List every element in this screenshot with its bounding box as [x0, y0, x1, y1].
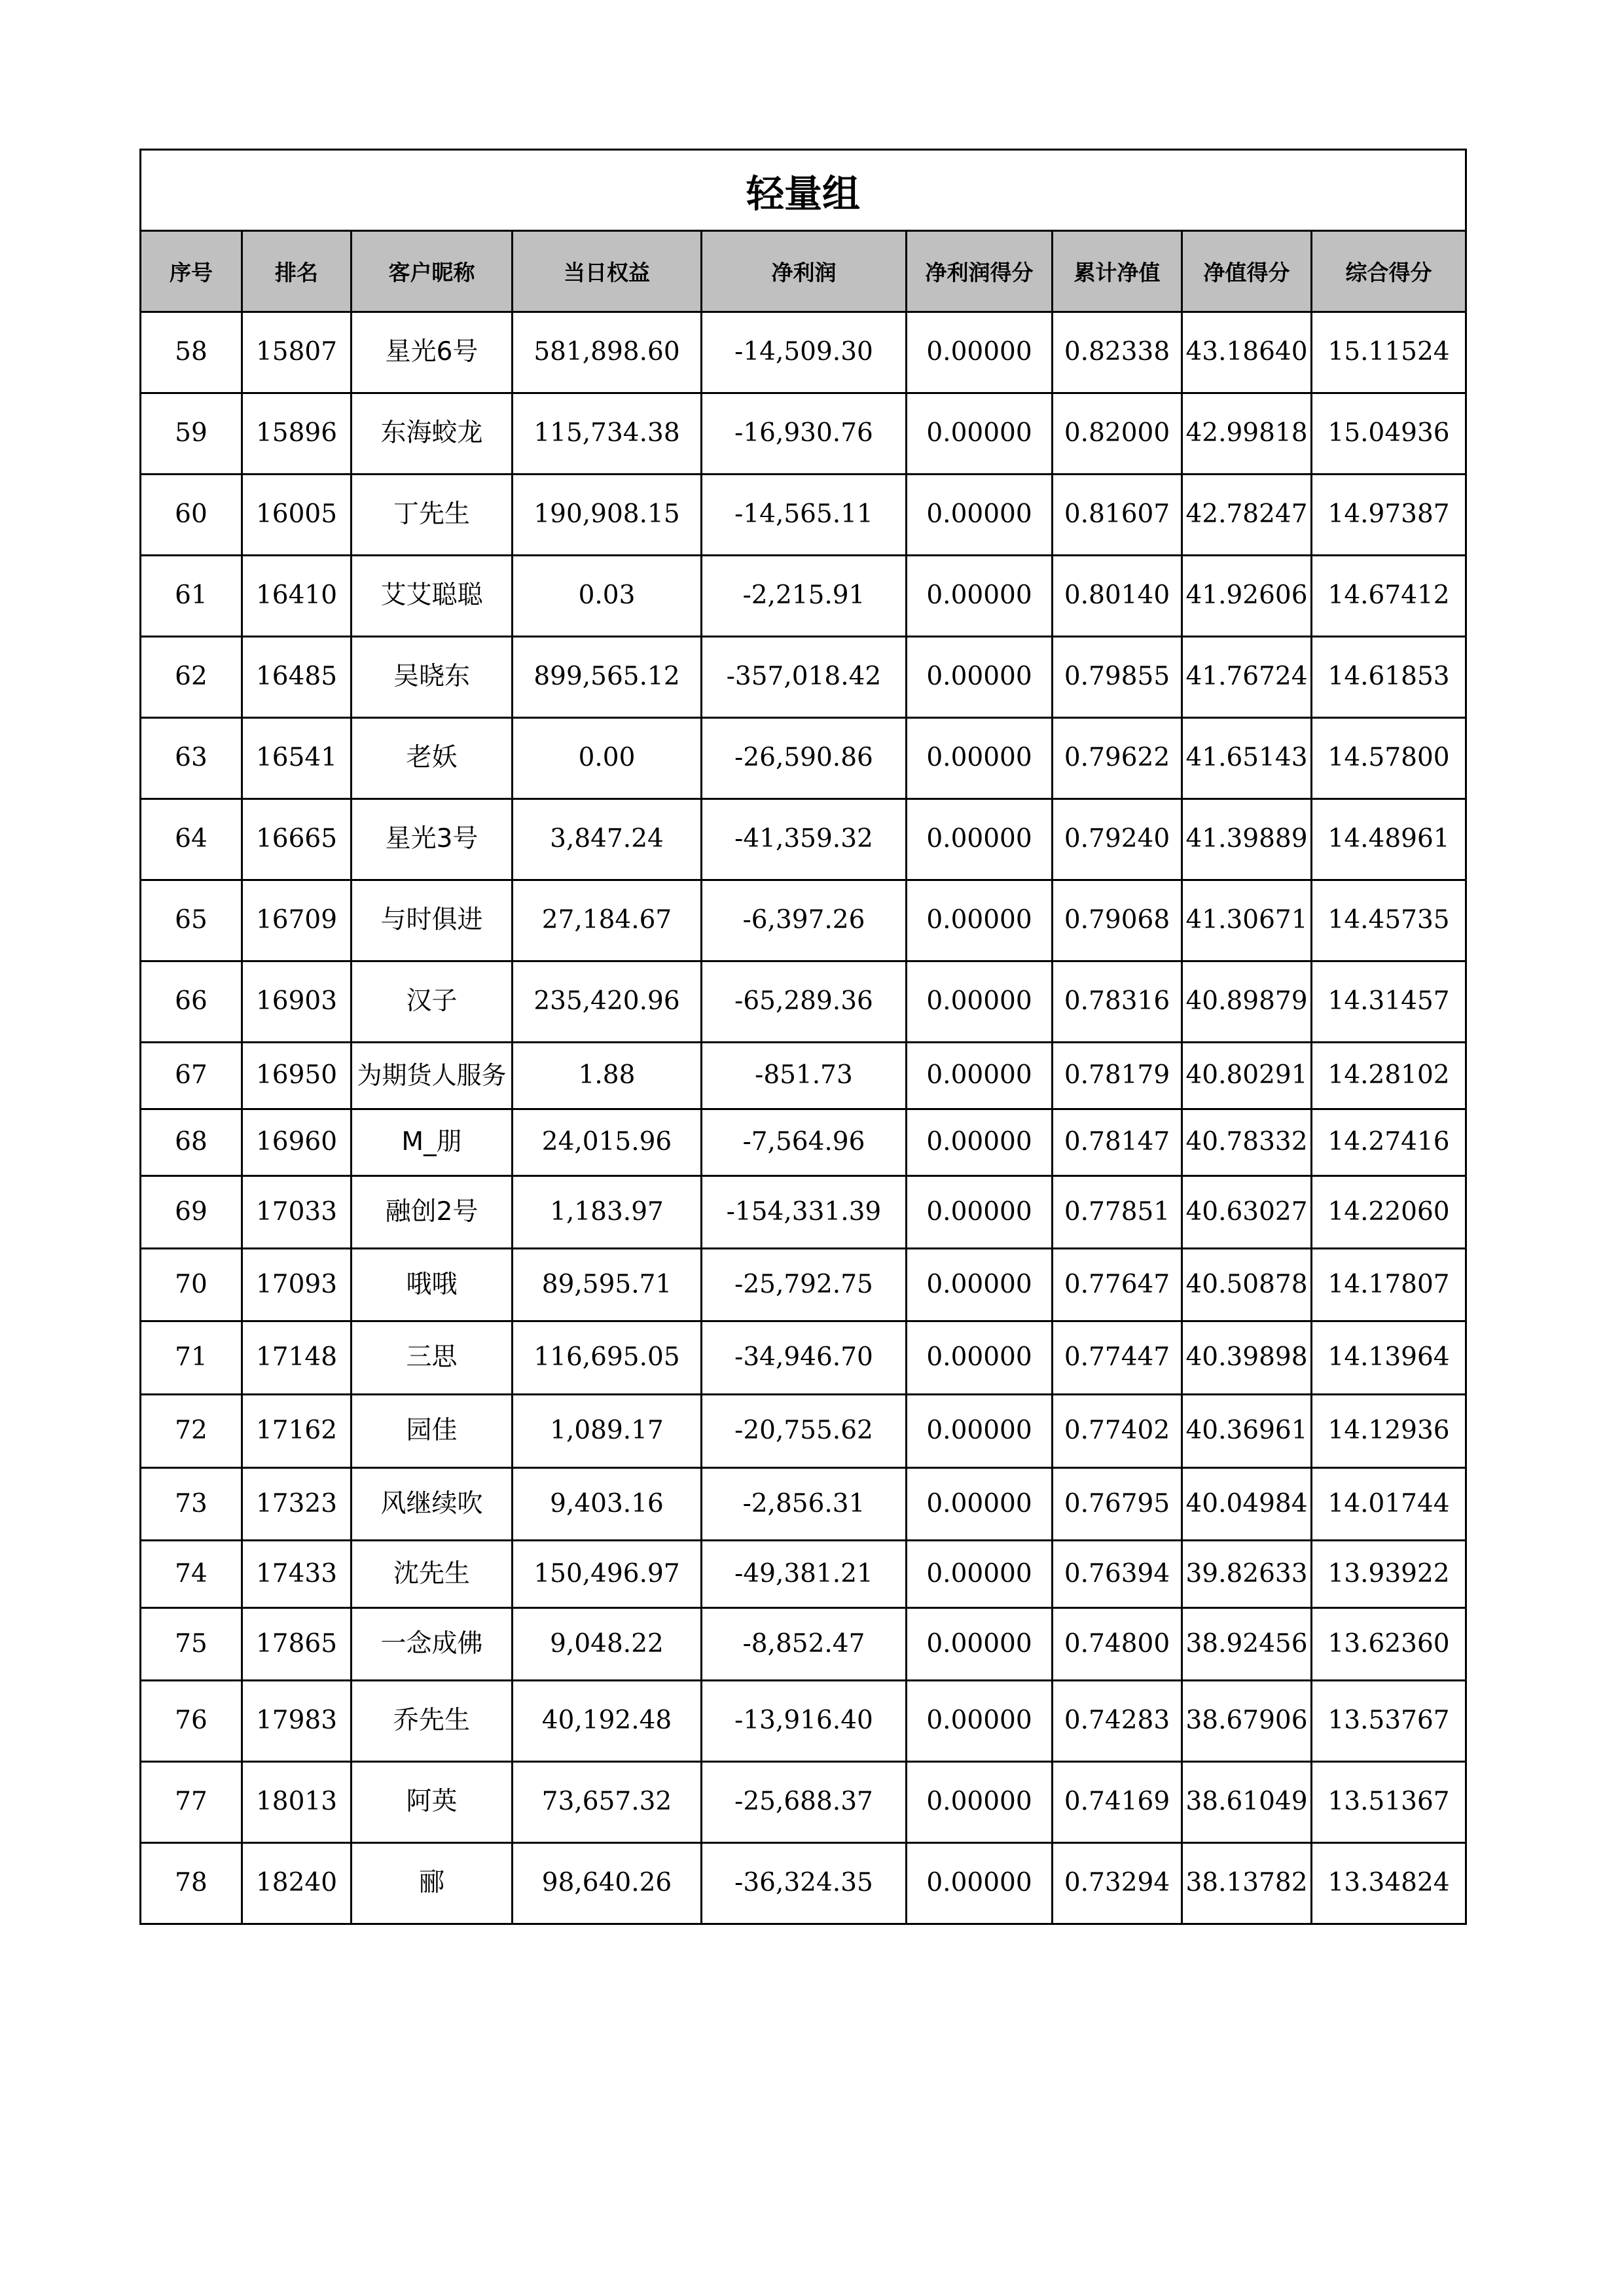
cell-equity: 40,192.48 [513, 1681, 702, 1762]
cell-net-profit: -25,792.75 [702, 1249, 907, 1321]
cell-equity: 89,595.71 [513, 1249, 702, 1321]
cell-seq: 60 [141, 475, 242, 556]
cell-nickname: 与时俱进 [352, 880, 513, 961]
cell-net-value-score: 41.76724 [1182, 637, 1312, 718]
cell-total-score: 13.93922 [1312, 1541, 1466, 1608]
cell-equity: 27,184.67 [513, 880, 702, 961]
cell-profit-score: 0.00000 [907, 880, 1053, 961]
column-header-seq: 序号 [141, 231, 242, 312]
cell-net-value: 0.74283 [1053, 1681, 1182, 1762]
cell-net-value: 0.76394 [1053, 1541, 1182, 1608]
cell-equity: 899,565.12 [513, 637, 702, 718]
cell-seq: 59 [141, 393, 242, 475]
cell-nickname: 一念成佛 [352, 1608, 513, 1681]
table-title: 轻量组 [141, 150, 1466, 231]
cell-rank: 16410 [242, 556, 352, 637]
cell-nickname: 艾艾聪聪 [352, 556, 513, 637]
table-row [141, 312, 1466, 393]
cell-net-value: 0.82000 [1053, 393, 1182, 475]
cell-equity: 235,420.96 [513, 961, 702, 1043]
cell-nickname: 为期货人服务 [352, 1043, 513, 1109]
cell-total-score: 14.31457 [1312, 961, 1466, 1043]
cell-profit-score: 0.00000 [907, 312, 1053, 393]
cell-net-profit: -2,215.91 [702, 556, 907, 637]
cell-profit-score: 0.00000 [907, 961, 1053, 1043]
column-header-net-value-score: 净值得分 [1182, 231, 1312, 312]
cell-profit-score: 0.00000 [907, 1109, 1053, 1176]
cell-seq: 66 [141, 961, 242, 1043]
cell-net-value: 0.78147 [1053, 1109, 1182, 1176]
cell-seq: 68 [141, 1109, 242, 1176]
cell-rank: 16485 [242, 637, 352, 718]
table-row [141, 475, 1466, 556]
cell-net-value: 0.77447 [1053, 1321, 1182, 1395]
cell-net-profit: -13,916.40 [702, 1681, 907, 1762]
cell-seq: 76 [141, 1681, 242, 1762]
cell-seq: 69 [141, 1176, 242, 1249]
table-row [141, 1109, 1466, 1176]
cell-equity: 1,089.17 [513, 1395, 702, 1468]
column-header-rank: 排名 [242, 231, 352, 312]
cell-net-profit: -14,565.11 [702, 475, 907, 556]
cell-rank: 17162 [242, 1395, 352, 1468]
cell-profit-score: 0.00000 [907, 1681, 1053, 1762]
cell-seq: 65 [141, 880, 242, 961]
cell-equity: 24,015.96 [513, 1109, 702, 1176]
cell-total-score: 14.22060 [1312, 1176, 1466, 1249]
cell-seq: 58 [141, 312, 242, 393]
table-row [141, 1608, 1466, 1681]
cell-rank: 18013 [242, 1762, 352, 1843]
table-row [141, 880, 1466, 961]
cell-seq: 73 [141, 1468, 242, 1541]
cell-profit-score: 0.00000 [907, 1395, 1053, 1468]
table-row [141, 1762, 1466, 1843]
cell-net-profit: -8,852.47 [702, 1608, 907, 1681]
cell-total-score: 13.51367 [1312, 1762, 1466, 1843]
cell-equity: 0.00 [513, 718, 702, 799]
cell-net-value: 0.76795 [1053, 1468, 1182, 1541]
column-header-net-profit: 净利润 [702, 231, 907, 312]
cell-total-score: 14.12936 [1312, 1395, 1466, 1468]
cell-nickname: 老妖 [352, 718, 513, 799]
table-row [141, 1681, 1466, 1762]
cell-net-profit: -357,018.42 [702, 637, 907, 718]
table-row [141, 556, 1466, 637]
cell-net-value-score: 42.78247 [1182, 475, 1312, 556]
cell-nickname: 园佳 [352, 1395, 513, 1468]
cell-total-score: 14.27416 [1312, 1109, 1466, 1176]
table-row [141, 799, 1466, 880]
cell-seq: 61 [141, 556, 242, 637]
cell-net-profit: -6,397.26 [702, 880, 907, 961]
cell-net-value: 0.78316 [1053, 961, 1182, 1043]
cell-total-score: 14.97387 [1312, 475, 1466, 556]
cell-nickname: 汉子 [352, 961, 513, 1043]
cell-equity: 1.88 [513, 1043, 702, 1109]
cell-total-score: 14.61853 [1312, 637, 1466, 718]
cell-nickname: 沈先生 [352, 1541, 513, 1608]
cell-equity: 9,048.22 [513, 1608, 702, 1681]
cell-profit-score: 0.00000 [907, 1043, 1053, 1109]
cell-profit-score: 0.00000 [907, 1176, 1053, 1249]
cell-net-value: 0.79855 [1053, 637, 1182, 718]
cell-net-profit: -41,359.32 [702, 799, 907, 880]
cell-net-value-score: 40.89879 [1182, 961, 1312, 1043]
cell-nickname: 吴晓东 [352, 637, 513, 718]
table-row [141, 1043, 1466, 1109]
cell-equity: 150,496.97 [513, 1541, 702, 1608]
table-row [141, 1843, 1466, 1924]
cell-equity: 0.03 [513, 556, 702, 637]
cell-rank: 17323 [242, 1468, 352, 1541]
cell-total-score: 14.67412 [1312, 556, 1466, 637]
column-header-equity: 当日权益 [513, 231, 702, 312]
cell-net-value: 0.81607 [1053, 475, 1182, 556]
cell-net-profit: -154,331.39 [702, 1176, 907, 1249]
table-row [141, 961, 1466, 1043]
table-row [141, 1395, 1466, 1468]
cell-rank: 16541 [242, 718, 352, 799]
cell-net-value-score: 42.99818 [1182, 393, 1312, 475]
cell-rank: 18240 [242, 1843, 352, 1924]
column-header-net-value: 累计净值 [1053, 231, 1182, 312]
cell-equity: 581,898.60 [513, 312, 702, 393]
cell-equity: 1,183.97 [513, 1176, 702, 1249]
cell-total-score: 14.28102 [1312, 1043, 1466, 1109]
cell-net-value-score: 38.67906 [1182, 1681, 1312, 1762]
cell-seq: 63 [141, 718, 242, 799]
cell-nickname: 哦哦 [352, 1249, 513, 1321]
cell-seq: 64 [141, 799, 242, 880]
cell-profit-score: 0.00000 [907, 637, 1053, 718]
cell-profit-score: 0.00000 [907, 556, 1053, 637]
cell-equity: 116,695.05 [513, 1321, 702, 1395]
cell-net-value-score: 41.30671 [1182, 880, 1312, 961]
cell-rank: 16709 [242, 880, 352, 961]
cell-nickname: 阿英 [352, 1762, 513, 1843]
cell-nickname: 风继续吹 [352, 1468, 513, 1541]
cell-total-score: 14.48961 [1312, 799, 1466, 880]
cell-net-value: 0.77402 [1053, 1395, 1182, 1468]
table-row [141, 1176, 1466, 1249]
cell-net-profit: -26,590.86 [702, 718, 907, 799]
cell-profit-score: 0.00000 [907, 475, 1053, 556]
cell-nickname: 乔先生 [352, 1681, 513, 1762]
cell-total-score: 14.57800 [1312, 718, 1466, 799]
cell-net-value-score: 40.36961 [1182, 1395, 1312, 1468]
cell-seq: 78 [141, 1843, 242, 1924]
cell-net-value-score: 43.18640 [1182, 312, 1312, 393]
cell-net-value: 0.79622 [1053, 718, 1182, 799]
cell-net-value: 0.77647 [1053, 1249, 1182, 1321]
cell-rank: 16960 [242, 1109, 352, 1176]
cell-net-value-score: 39.82633 [1182, 1541, 1312, 1608]
cell-net-value-score: 40.78332 [1182, 1109, 1312, 1176]
cell-seq: 77 [141, 1762, 242, 1843]
table-row [141, 1468, 1466, 1541]
cell-net-profit: -14,509.30 [702, 312, 907, 393]
cell-net-value: 0.74800 [1053, 1608, 1182, 1681]
cell-net-value-score: 41.65143 [1182, 718, 1312, 799]
cell-seq: 70 [141, 1249, 242, 1321]
cell-total-score: 15.04936 [1312, 393, 1466, 475]
cell-profit-score: 0.00000 [907, 393, 1053, 475]
table-row [141, 1249, 1466, 1321]
table-row [141, 637, 1466, 718]
cell-net-profit: -65,289.36 [702, 961, 907, 1043]
cell-rank: 16005 [242, 475, 352, 556]
cell-net-value: 0.74169 [1053, 1762, 1182, 1843]
table-row [141, 1541, 1466, 1608]
cell-net-value-score: 38.92456 [1182, 1608, 1312, 1681]
cell-net-value-score: 38.13782 [1182, 1843, 1312, 1924]
table-row [141, 1321, 1466, 1395]
cell-rank: 17033 [242, 1176, 352, 1249]
cell-nickname: 融创2号 [352, 1176, 513, 1249]
cell-profit-score: 0.00000 [907, 718, 1053, 799]
cell-net-value-score: 41.92606 [1182, 556, 1312, 637]
cell-nickname: 丁先生 [352, 475, 513, 556]
cell-profit-score: 0.00000 [907, 1249, 1053, 1321]
cell-net-value-score: 40.39898 [1182, 1321, 1312, 1395]
cell-total-score: 14.17807 [1312, 1249, 1466, 1321]
cell-profit-score: 0.00000 [907, 1843, 1053, 1924]
cell-net-profit: -34,946.70 [702, 1321, 907, 1395]
cell-nickname: M_朋 [352, 1109, 513, 1176]
cell-profit-score: 0.00000 [907, 1321, 1053, 1395]
cell-nickname: 星光6号 [352, 312, 513, 393]
table-row [141, 718, 1466, 799]
cell-net-value-score: 40.80291 [1182, 1043, 1312, 1109]
cell-total-score: 13.62360 [1312, 1608, 1466, 1681]
cell-net-value-score: 38.61049 [1182, 1762, 1312, 1843]
cell-equity: 190,908.15 [513, 475, 702, 556]
cell-equity: 98,640.26 [513, 1843, 702, 1924]
cell-net-value: 0.79068 [1053, 880, 1182, 961]
cell-seq: 72 [141, 1395, 242, 1468]
cell-rank: 16950 [242, 1043, 352, 1109]
cell-rank: 16665 [242, 799, 352, 880]
cell-rank: 17093 [242, 1249, 352, 1321]
cell-equity: 3,847.24 [513, 799, 702, 880]
cell-rank: 17433 [242, 1541, 352, 1608]
cell-net-profit: -2,856.31 [702, 1468, 907, 1541]
cell-net-profit: -851.73 [702, 1043, 907, 1109]
cell-seq: 62 [141, 637, 242, 718]
cell-net-value-score: 40.04984 [1182, 1468, 1312, 1541]
table-body [141, 312, 1466, 1924]
cell-seq: 74 [141, 1541, 242, 1608]
cell-net-value: 0.82338 [1053, 312, 1182, 393]
cell-net-value-score: 41.39889 [1182, 799, 1312, 880]
cell-total-score: 15.11524 [1312, 312, 1466, 393]
cell-net-value: 0.73294 [1053, 1843, 1182, 1924]
table-row [141, 393, 1466, 475]
cell-net-value: 0.77851 [1053, 1176, 1182, 1249]
cell-seq: 75 [141, 1608, 242, 1681]
cell-rank: 15896 [242, 393, 352, 475]
cell-total-score: 14.01744 [1312, 1468, 1466, 1541]
cell-nickname: 三思 [352, 1321, 513, 1395]
cell-total-score: 14.13964 [1312, 1321, 1466, 1395]
cell-profit-score: 0.00000 [907, 799, 1053, 880]
cell-total-score: 13.34824 [1312, 1843, 1466, 1924]
cell-profit-score: 0.00000 [907, 1541, 1053, 1608]
cell-nickname: 东海蛟龙 [352, 393, 513, 475]
cell-rank: 15807 [242, 312, 352, 393]
cell-net-profit: -16,930.76 [702, 393, 907, 475]
cell-rank: 17865 [242, 1608, 352, 1681]
cell-rank: 17148 [242, 1321, 352, 1395]
cell-seq: 71 [141, 1321, 242, 1395]
column-header-total-score: 综合得分 [1312, 231, 1466, 312]
cell-profit-score: 0.00000 [907, 1468, 1053, 1541]
cell-nickname: 星光3号 [352, 799, 513, 880]
cell-rank: 17983 [242, 1681, 352, 1762]
cell-profit-score: 0.00000 [907, 1608, 1053, 1681]
cell-equity: 9,403.16 [513, 1468, 702, 1541]
cell-net-value: 0.78179 [1053, 1043, 1182, 1109]
cell-total-score: 13.53767 [1312, 1681, 1466, 1762]
cell-net-value: 0.80140 [1053, 556, 1182, 637]
cell-seq: 67 [141, 1043, 242, 1109]
ranking-table [139, 149, 1467, 1925]
cell-nickname: 郦 [352, 1843, 513, 1924]
cell-net-value: 0.79240 [1053, 799, 1182, 880]
cell-equity: 73,657.32 [513, 1762, 702, 1843]
cell-equity: 115,734.38 [513, 393, 702, 475]
column-header-profit-score: 净利润得分 [907, 231, 1053, 312]
cell-total-score: 14.45735 [1312, 880, 1466, 961]
column-header-row [141, 231, 1466, 312]
cell-net-profit: -7,564.96 [702, 1109, 907, 1176]
cell-net-value-score: 40.50878 [1182, 1249, 1312, 1321]
cell-profit-score: 0.00000 [907, 1762, 1053, 1843]
cell-net-value-score: 40.63027 [1182, 1176, 1312, 1249]
cell-net-profit: -20,755.62 [702, 1395, 907, 1468]
cell-net-profit: -49,381.21 [702, 1541, 907, 1608]
column-header-nickname: 客户昵称 [352, 231, 513, 312]
cell-net-profit: -36,324.35 [702, 1843, 907, 1924]
cell-net-profit: -25,688.37 [702, 1762, 907, 1843]
cell-rank: 16903 [242, 961, 352, 1043]
